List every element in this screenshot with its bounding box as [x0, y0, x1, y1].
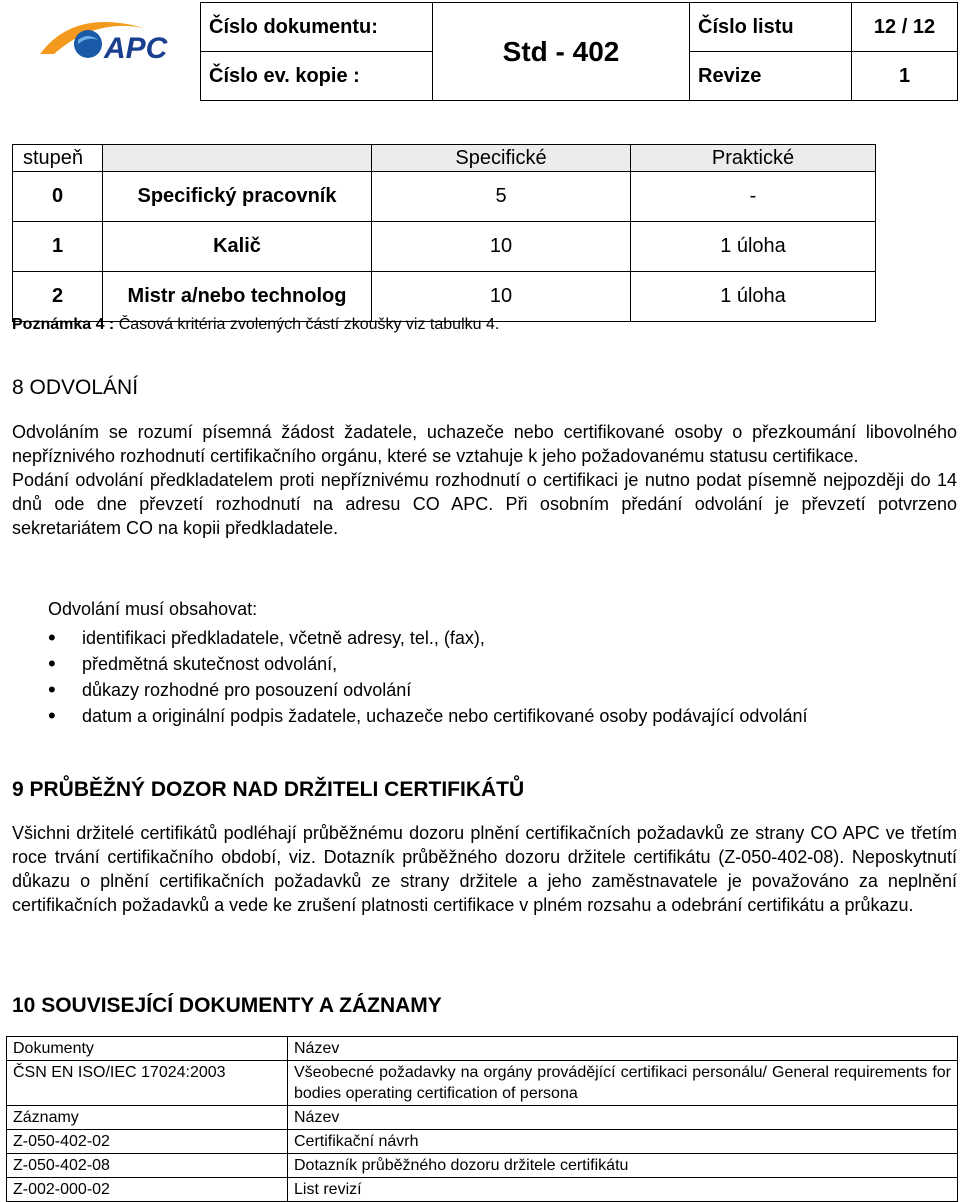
- doc-code: ČSN EN ISO/IEC 17024:2003: [7, 1061, 288, 1106]
- record-title: Certifikační návrh: [288, 1130, 958, 1154]
- docs-header-documents: Dokumenty: [7, 1037, 288, 1061]
- list-item: • identifikaci předkladatele, včetně adresy, tel., (fax),: [48, 625, 807, 651]
- records-header: Záznamy: [7, 1106, 288, 1130]
- level-specific: 10: [372, 272, 631, 322]
- table-row: [7, 1106, 958, 1130]
- table-note: [12, 316, 499, 334]
- list-item: • důkazy rozhodné pro posouzení odvolání: [48, 677, 807, 703]
- note-label: Poznámka 4 :: [12, 316, 115, 333]
- level-practical: 1 úloha: [631, 272, 876, 322]
- level-role: Mistr a/nebo technolog: [103, 272, 372, 322]
- table-row: [7, 1037, 958, 1061]
- note-text: Časová kritéria zvolených částí zkoušky viz tabulku 4.: [114, 316, 500, 333]
- section-8-title: 8 ODVOLÁNÍ: [12, 376, 139, 399]
- col-header-specific: Specifické: [372, 145, 631, 172]
- table-row: [13, 222, 876, 272]
- level-practical: 1 úloha: [631, 222, 876, 272]
- record-code: Z-002-000-02: [7, 1178, 288, 1202]
- copy-label: Číslo ev. kopie :: [201, 52, 433, 101]
- table-row: [7, 1154, 958, 1178]
- level-number: 1: [13, 222, 103, 272]
- level-role: Kalič: [103, 222, 372, 272]
- table-row: [7, 1130, 958, 1154]
- level-practical: -: [631, 172, 876, 222]
- levels-table: [12, 144, 876, 322]
- record-code: Z-050-402-08: [7, 1154, 288, 1178]
- record-title: List revizí: [288, 1178, 958, 1202]
- appeal-contents-title: Odvolání musí obsahovat:: [48, 599, 258, 619]
- sheet-value: 12 / 12: [852, 3, 958, 52]
- related-documents-table: [6, 1036, 958, 1202]
- svg-text:APC: APC: [104, 32, 168, 65]
- records-header-name: Název: [288, 1106, 958, 1130]
- record-title: Dotazník průběžného dozoru držitele certifikátu: [288, 1154, 958, 1178]
- docs-header-name: Název: [288, 1037, 958, 1061]
- section-8-paragraph-2: Podání odvolání předkladatelem proti nepříznivému rozhodnutí o certifikaci je nutno podat písemně nejpozději do 14 dnů ode dne převzetí rozhodnutí na adresu CO APC. Při osobním předání odvolání je převzetí potvrzeno sekretariátem CO na kopii předkladatele.: [12, 470, 957, 538]
- col-header-role-blank: [103, 145, 372, 172]
- table-row: [13, 172, 876, 222]
- table-header-row: [13, 145, 876, 172]
- appeal-contents-list: [48, 625, 807, 729]
- level-specific: 10: [372, 222, 631, 272]
- col-header-level: stupeň: [13, 145, 103, 172]
- sheet-label: Číslo listu: [690, 3, 852, 52]
- level-number: 2: [13, 272, 103, 322]
- doc-number: Std - 402: [433, 3, 690, 101]
- apc-logo: [34, 14, 174, 70]
- level-role: Specifický pracovník: [103, 172, 372, 222]
- document-header: [200, 2, 958, 101]
- table-row: [7, 1178, 958, 1202]
- revision-value: 1: [852, 52, 958, 101]
- section-8-body: [12, 420, 957, 540]
- list-item: • datum a originální podpis žadatele, uchazeče nebo certifikované osoby podávající odvolání: [48, 703, 807, 729]
- table-row: [7, 1061, 958, 1106]
- section-8-paragraph-1: Odvoláním se rozumí písemná žádost žadatele, uchazeče nebo certifikované osoby o přezkoumání libovolného nepříznivého rozhodnutí certifikačního orgánu, které se vztahuje k jeho požadovanému statusu certifikace.: [12, 422, 957, 466]
- list-item: • předmětná skutečnost odvolání,: [48, 651, 807, 677]
- doc-number-label: Číslo dokumentu:: [201, 3, 433, 52]
- record-code: Z-050-402-02: [7, 1130, 288, 1154]
- level-specific: 5: [372, 172, 631, 222]
- doc-title: Všeobecné požadavky na orgány provádějící certifikaci personálu/ General requirements for bodies operating certification of persona: [288, 1061, 958, 1106]
- level-number: 0: [13, 172, 103, 222]
- section-10-title: 10 SOUVISEJÍCÍ DOKUMENTY A ZÁZNAMY: [12, 994, 442, 1017]
- revision-label: Revize: [690, 52, 852, 101]
- table-row: [13, 272, 876, 322]
- section-9-body: Všichni držitelé certifikátů podléhají průběžnému dozoru plnění certifikačních požadavků ze strany CO APC ve třetím roce trvání certifikačního období, viz. Dotazník průběžného dozoru držitele certifikátu (Z-050-402-08). Neposkytnutí důkazu o plnění certifikačních požadavků ze strany držitele a jeho zaměstnavatele je považováno za neplnění certifikačních požadavků a vede ke zrušení platnosti certifikace v plném rozsahu a odebrání certifikátu a průkazu.: [12, 823, 957, 915]
- col-header-practical: Praktické: [631, 145, 876, 172]
- section-9-title: 9 PRŮBĚŽNÝ DOZOR NAD DRŽITELI CERTIFIKÁTŮ: [12, 778, 525, 801]
